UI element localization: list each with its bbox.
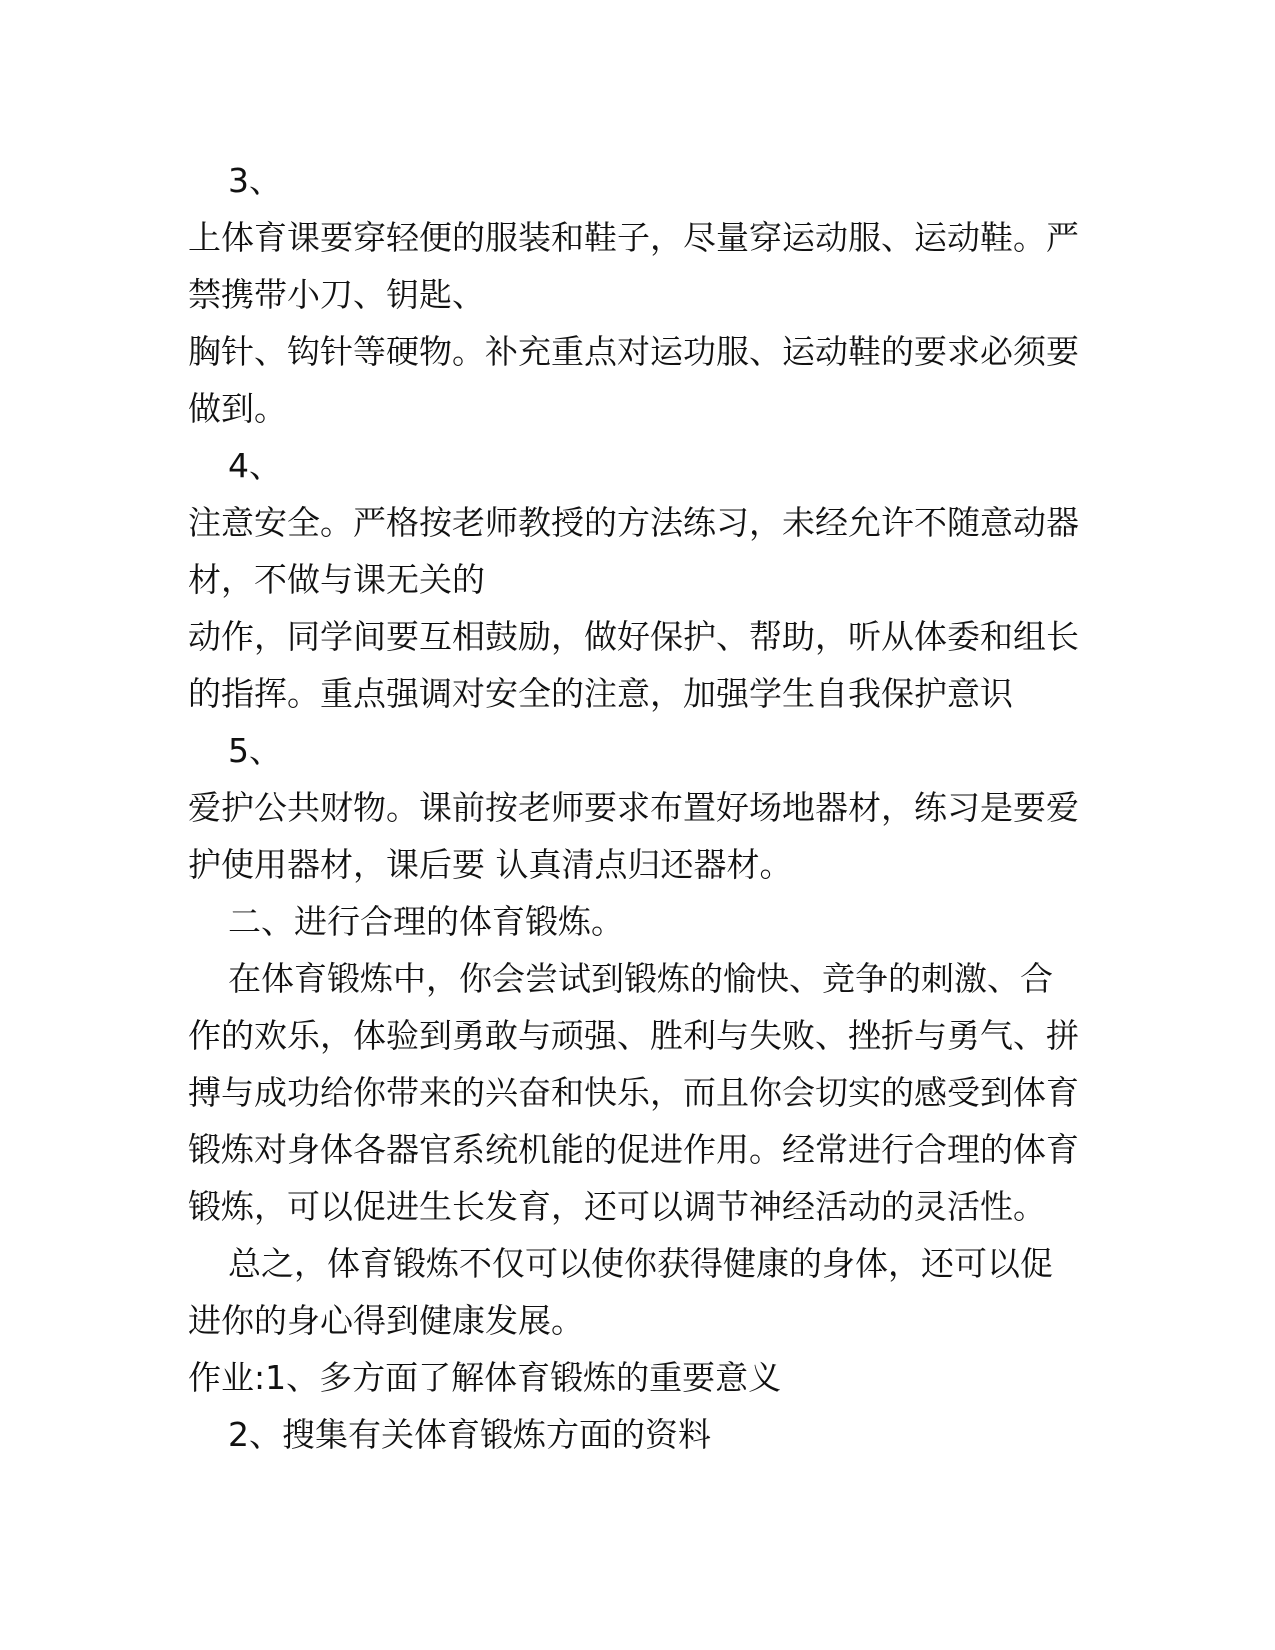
body-text-line: 护使用器材，课后要 认真清点归还器材。 xyxy=(188,845,793,884)
item-number-5: 5、 xyxy=(228,731,282,770)
body-text-line: 作的欢乐，体验到勇敢与顽强、胜利与失败、挫折与勇气、拼 xyxy=(188,1016,1079,1055)
body-text-line: 进你的身心得到健康发展。 xyxy=(188,1301,584,1340)
section-heading: 二、进行合理的体育锻炼。 xyxy=(228,902,624,941)
body-text-line: 锻炼，可以促进生长发育，还可以调节神经活动的灵活性。 xyxy=(188,1187,1046,1226)
body-text-line: 注意安全。严格按老师教授的方法练习，未经允许不随意动器 xyxy=(188,503,1079,542)
body-text-line: 做到。 xyxy=(188,389,287,428)
body-text-line: 动作，同学间要互相鼓励，做好保护、帮助，听从体委和组长 xyxy=(188,617,1079,656)
homework-item: 2、搜集有关体育锻炼方面的资料 xyxy=(228,1415,711,1454)
body-text-line: 搏与成功给你带来的兴奋和快乐，而且你会切实的感受到体育 xyxy=(188,1073,1079,1112)
body-text-line: 锻炼对身体各器官系统机能的促进作用。经常进行合理的体育 xyxy=(188,1130,1079,1169)
body-text-line: 材，不做与课无关的 xyxy=(188,560,485,599)
item-number-3: 3、 xyxy=(228,161,282,200)
paragraph-start: 在体育锻炼中，你会尝试到锻炼的愉快、竞争的刺激、合 xyxy=(228,959,1053,998)
body-text-line: 禁携带小刀、钥匙、 xyxy=(188,275,485,314)
body-text-line: 爱护公共财物。课前按老师要求布置好场地器材，练习是要爱 xyxy=(188,788,1079,827)
item-number-4: 4、 xyxy=(228,446,282,485)
paragraph-start: 总之，体育锻炼不仅可以使你获得健康的身体，还可以促 xyxy=(228,1244,1053,1283)
body-text-line: 上体育课要穿轻便的服装和鞋子，尽量穿运动服、运动鞋。严 xyxy=(188,218,1079,257)
body-text-line: 胸针、钩针等硬物。补充重点对运功服、运动鞋的要求必须要 xyxy=(188,332,1079,371)
homework-line: 作业:1、多方面了解体育锻炼的重要意义 xyxy=(188,1358,782,1397)
body-text-line: 的指挥。重点强调对安全的注意，加强学生自我保护意识 xyxy=(188,674,1013,713)
document-body xyxy=(188,152,1098,1463)
